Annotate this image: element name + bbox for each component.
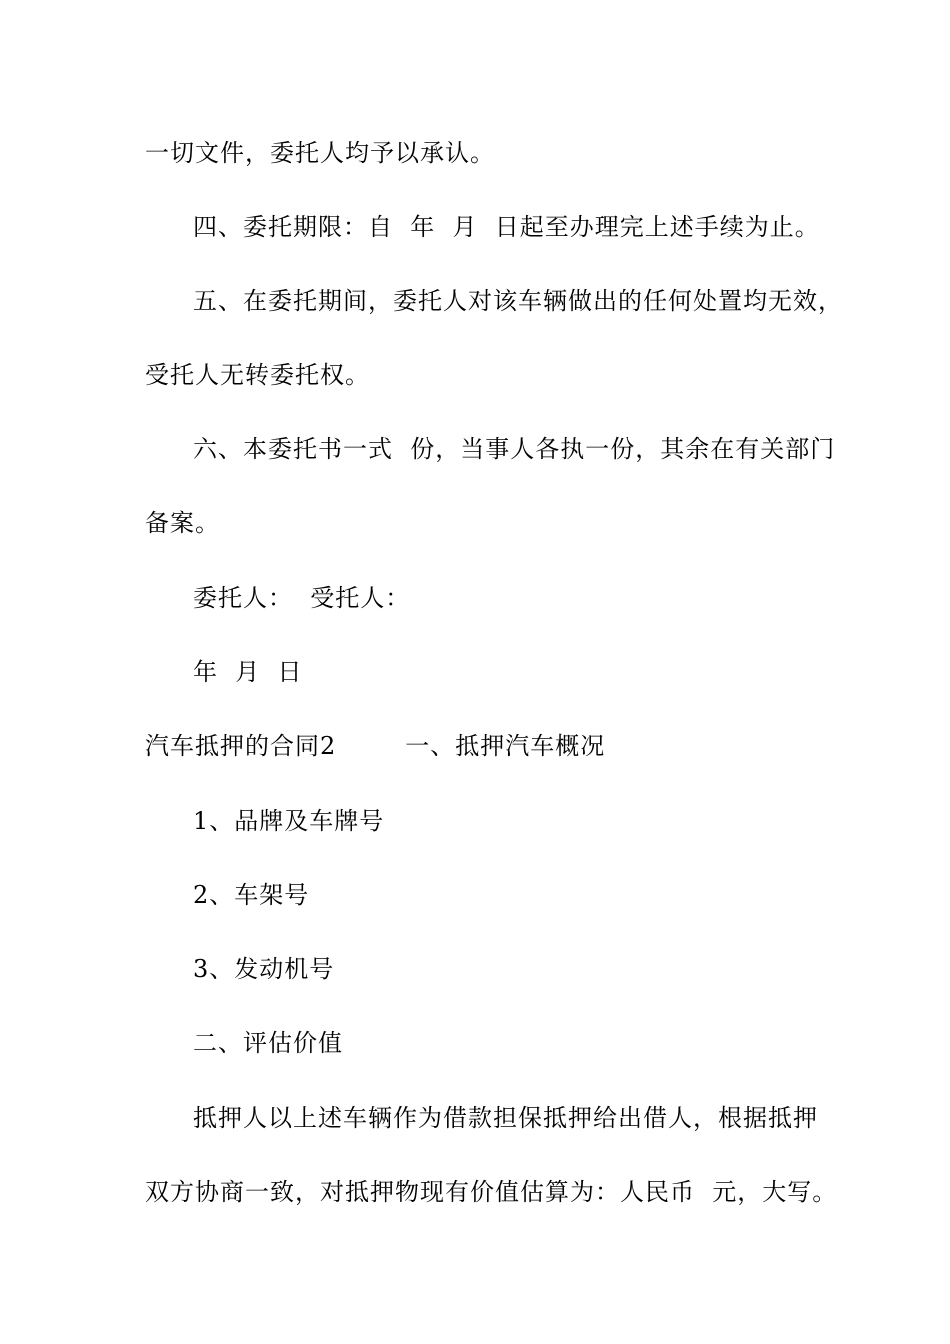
text-line-11: 2、车架号 xyxy=(193,881,310,909)
text-line-15: 双方协商一致，对抵押物现有价值估算为：人民币 元，大写。 xyxy=(145,1178,838,1206)
text-line-4: 受托人无转委托权。 xyxy=(145,361,370,389)
text-line-12: 3、发动机号 xyxy=(193,955,335,983)
section-heading: 汽车抵押的合同2 一、抵押汽车概况 xyxy=(145,732,606,760)
text-line-13: 二、评估价值 xyxy=(193,1029,343,1057)
text-line-5: 六、本委托书一式 份，当事人各执一份，其余在有关部门 xyxy=(193,435,836,463)
text-line-8: 年 月 日 xyxy=(193,658,303,686)
text-line-14: 抵押人以上述车辆作为借款担保抵押给出借人，根据抵押 xyxy=(193,1104,818,1132)
text-line-10: 1、品牌及车牌号 xyxy=(193,807,385,835)
text-line-7: 委托人： 受托人： xyxy=(193,584,411,612)
text-line-1: 一切文件，委托人均予以承认。 xyxy=(145,139,495,167)
text-line-2: 四、委托期限：自 年 月 日起至办理完上述手续为止。 xyxy=(193,213,820,241)
text-line-6: 备案。 xyxy=(145,509,220,537)
text-line-3: 五、在委托期间，委托人对该车辆做出的任何处置均无效， xyxy=(193,287,843,315)
